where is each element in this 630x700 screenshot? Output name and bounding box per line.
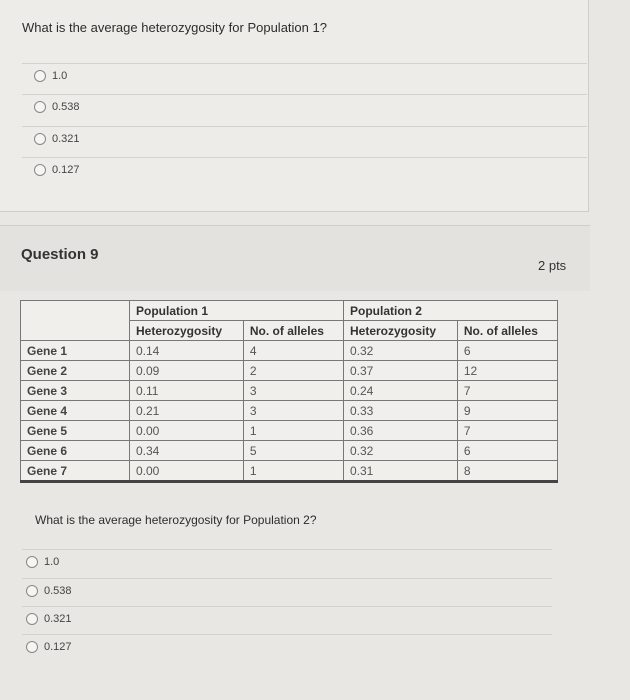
question-title: Question 9 [21,246,99,263]
radio-button[interactable] [34,133,46,145]
radio-button[interactable] [26,641,38,653]
previous-question-text: What is the average heterozygosity for Population 1? [22,20,327,35]
gene-label: Gene 4 [21,401,130,421]
column-header: No. of alleles [243,321,343,341]
p1-alleles: 3 [243,401,343,421]
p2-heterozygosity: 0.32 [343,341,457,361]
option-label: 1.0 [52,70,68,82]
p1-heterozygosity: 0.21 [130,401,244,421]
group-header: Population 2 [343,301,557,321]
p2-alleles: 9 [457,401,557,421]
p2-heterozygosity: 0.31 [343,461,457,482]
p2-alleles: 6 [457,341,557,361]
option-label: 0.127 [44,641,72,653]
p1-heterozygosity: 0.34 [130,441,244,461]
radio-button[interactable] [34,70,46,82]
gene-label: Gene 3 [21,381,130,401]
table-row [21,421,558,441]
p2-alleles: 6 [457,441,557,461]
column-header: Heterozygosity [343,321,457,341]
p2-heterozygosity: 0.33 [343,401,457,421]
p1-alleles: 2 [243,361,343,381]
option-label: 1.0 [44,556,60,568]
gene-label: Gene 6 [21,441,130,461]
answer-option[interactable] [26,585,72,597]
radio-button[interactable] [26,613,38,625]
p1-heterozygosity: 0.11 [130,381,244,401]
answer-option[interactable] [34,164,80,176]
answer-option[interactable] [34,70,67,82]
p1-heterozygosity: 0.09 [130,361,244,381]
p2-heterozygosity: 0.32 [343,441,457,461]
table-row [21,361,558,381]
answer-option[interactable] [34,133,80,145]
question-points: 2 pts [538,258,567,273]
table-row [21,441,558,461]
table-row [21,381,558,401]
option-label: 0.538 [52,101,80,113]
column-header: No. of alleles [457,321,557,341]
table-row [21,401,558,421]
option-divider [22,549,552,550]
table-row [21,341,558,361]
answer-option[interactable] [26,613,72,625]
answer-option[interactable] [26,556,59,568]
p2-alleles: 8 [457,461,557,482]
gene-label: Gene 1 [21,341,130,361]
option-divider [22,606,552,607]
p1-heterozygosity: 0.14 [130,341,244,361]
gene-label: Gene 2 [21,361,130,381]
option-divider [22,63,587,64]
p1-alleles: 4 [243,341,343,361]
table-row [21,461,558,482]
radio-button[interactable] [26,585,38,597]
column-header: Heterozygosity [130,321,244,341]
radio-button[interactable] [26,556,38,568]
option-label: 0.321 [52,133,80,145]
p2-alleles: 12 [457,361,557,381]
option-label: 0.538 [44,585,72,597]
p2-alleles: 7 [457,381,557,401]
option-divider [22,94,587,95]
option-divider [22,126,587,127]
p1-heterozygosity: 0.00 [130,421,244,441]
p2-alleles: 7 [457,421,557,441]
group-header: Population 1 [130,301,344,321]
answer-option[interactable] [26,641,72,653]
gene-label: Gene 5 [21,421,130,441]
answer-option[interactable] [34,101,80,113]
radio-button[interactable] [34,101,46,113]
heterozygosity-table [20,300,558,483]
option-divider [22,157,587,158]
option-label: 0.127 [52,164,80,176]
option-label: 0.321 [44,613,72,625]
option-divider [22,578,552,579]
p1-alleles: 5 [243,441,343,461]
p1-alleles: 3 [243,381,343,401]
p1-alleles: 1 [243,421,343,441]
question-text: What is the average heterozygosity for Population 2? [35,513,317,527]
radio-button[interactable] [34,164,46,176]
p1-alleles: 1 [243,461,343,482]
p2-heterozygosity: 0.24 [343,381,457,401]
p2-heterozygosity: 0.37 [343,361,457,381]
option-divider [22,634,552,635]
gene-label: Gene 7 [21,461,130,482]
p1-heterozygosity: 0.00 [130,461,244,482]
p2-heterozygosity: 0.36 [343,421,457,441]
